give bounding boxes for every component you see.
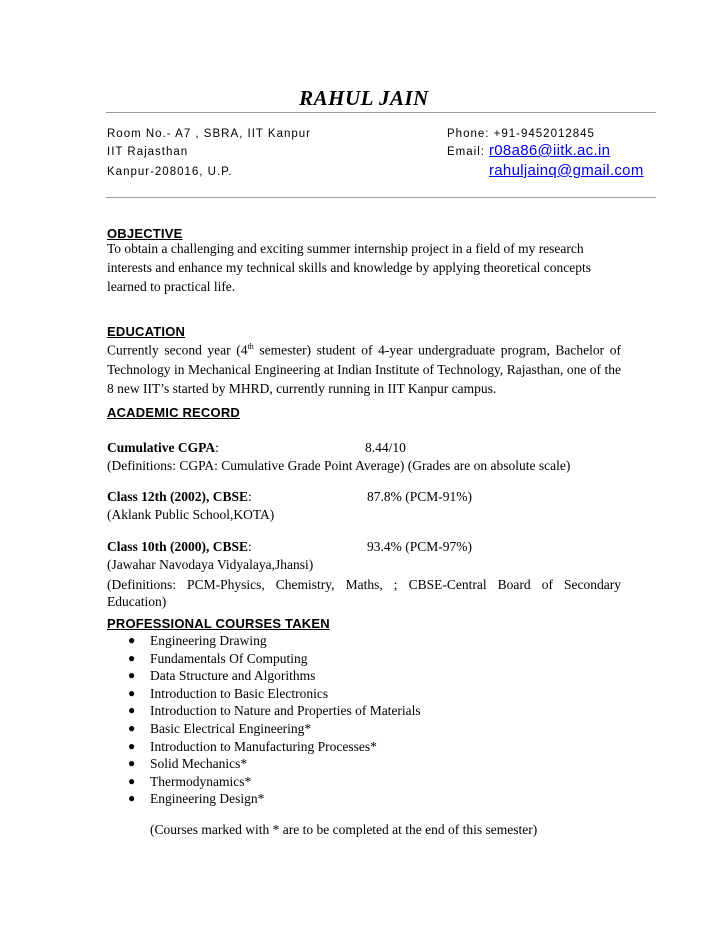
objective-heading: OBJECTIVE: [107, 226, 183, 241]
list-item: [128, 650, 421, 668]
bullet-icon: ●: [128, 633, 136, 647]
class12-label: [107, 489, 252, 505]
courses-list: [128, 632, 421, 808]
cgpa-label: [107, 440, 219, 456]
education-heading: EDUCATION: [107, 324, 186, 339]
academic-heading: ACADEMIC RECORD: [107, 405, 240, 420]
list-item: [128, 632, 421, 650]
class12-colon: :: [248, 489, 252, 504]
course-name: Thermodynamics*: [150, 773, 252, 789]
class10-colon: :: [248, 539, 252, 554]
list-item: [128, 720, 421, 738]
phone-block: [447, 128, 595, 140]
class10-value: 93.4% (PCM-97%): [367, 539, 472, 554]
phone-label: Phone:: [447, 128, 490, 140]
course-name: Introduction to Basic Electronics: [150, 685, 329, 701]
course-name: Engineering Design*: [150, 791, 265, 807]
course-name: Engineering Drawing: [150, 633, 267, 648]
list-item: [128, 667, 421, 685]
list-item: [128, 790, 421, 808]
phone-value: +91-9452012845: [493, 128, 595, 140]
list-item: [128, 755, 421, 773]
course-name: Fundamentals Of Computing: [150, 650, 308, 666]
list-item: [128, 738, 421, 756]
academic-definitions: (Definitions: PCM-Physics, Chemistry, Maths, ; CBSE-Central Board of Secondary Education): [107, 577, 621, 609]
courses-note: (Courses marked with * are to be completed at the end of this semester): [150, 822, 538, 837]
objective-text: To obtain a challenging and exciting summer internship project in a field of my research interests and enhance my technical skills and knowledge by applying theoretical concepts learned to practical life.: [107, 241, 591, 294]
bullet-icon: ●: [128, 738, 136, 753]
email-link-1[interactable]: r08a86@iitk.ac.in: [489, 142, 611, 159]
bullet-icon: ●: [128, 703, 136, 718]
email-link-2[interactable]: rahuljainq@gmail.com: [489, 162, 644, 179]
header-top-rule: [106, 112, 656, 113]
list-item: [128, 702, 421, 720]
bullet-icon: ●: [128, 668, 136, 683]
class12-school: (Aklank Public School,KOTA): [107, 507, 275, 522]
bullet-icon: ●: [128, 720, 136, 735]
bullet-icon: ●: [128, 650, 136, 665]
course-name: Introduction to Nature and Properties of Materials: [150, 703, 421, 719]
education-text-part2: semester) student of 4-year undergraduate program, Bachelor of Technology in Mechanical Engineering at Indian Institute of Technology, Rajasthan, one of the 8 new IIT’s started by MHRD, currently running in IIT Kanpur campus.: [107, 342, 621, 396]
address-line-3: Kanpur-208016, U.P.: [107, 166, 233, 178]
bullet-icon: ●: [128, 685, 136, 700]
class10-school: (Jawahar Navodaya Vidyalaya,Jhansi): [107, 557, 314, 572]
class12-label-text: Class 12th (2002), CBSE: [107, 489, 249, 504]
email-label: Email:: [447, 146, 485, 158]
class10-label: [107, 539, 252, 555]
address-line-2: IIT Rajasthan: [107, 146, 189, 158]
cgpa-colon: :: [215, 440, 219, 455]
education-text-sup: th: [247, 342, 254, 351]
cgpa-value: 8.44/10: [365, 440, 406, 455]
course-name: Basic Electrical Engineering*: [150, 720, 312, 736]
cgpa-label-text: Cumulative CGPA: [107, 440, 216, 455]
class10-label-text: Class 10th (2000), CBSE: [107, 539, 249, 554]
header-bottom-rule: [106, 197, 656, 198]
candidate-name: RAHUL JAIN: [299, 86, 429, 110]
bullet-icon: ●: [128, 773, 136, 788]
education-text: [107, 337, 621, 398]
cgpa-note: (Definitions: CGPA: Cumulative Grade Point Average) (Grades are on absolute scale): [107, 458, 571, 473]
course-name: Solid Mechanics*: [150, 756, 248, 772]
class12-value: 87.8% (PCM-91%): [367, 489, 472, 504]
courses-heading: PROFESSIONAL COURSES TAKEN: [107, 616, 330, 631]
bullet-icon: ●: [128, 791, 136, 806]
list-item: [128, 685, 421, 703]
education-text-part1: Currently second year (4: [107, 342, 248, 358]
course-name: Data Structure and Algorithms: [150, 668, 316, 684]
course-name: Introduction to Manufacturing Processes*: [150, 738, 377, 754]
bullet-icon: ●: [128, 756, 136, 771]
list-item: [128, 773, 421, 791]
address-line-1: Room No.- A7 , SBRA, IIT Kanpur: [107, 128, 311, 140]
